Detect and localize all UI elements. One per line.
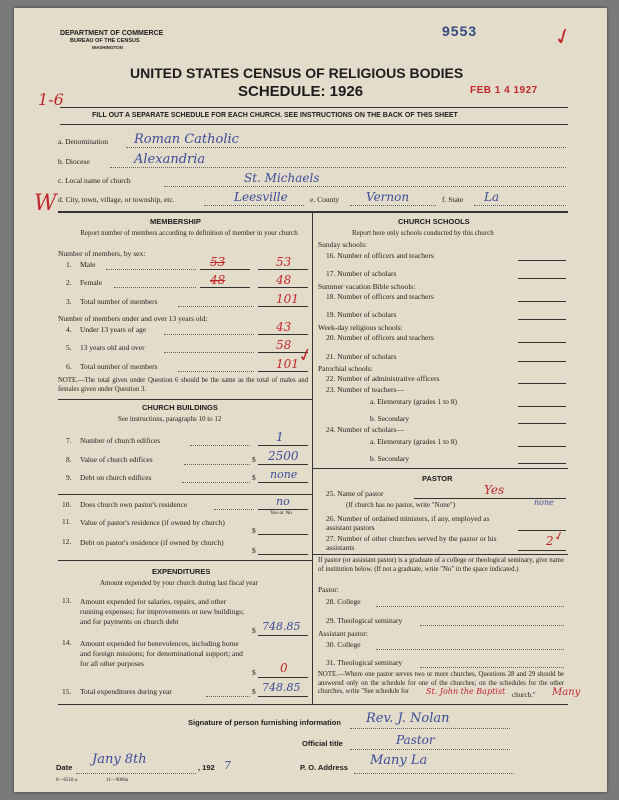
rule xyxy=(312,554,568,555)
blank-line xyxy=(420,625,564,626)
blank-line xyxy=(178,306,254,307)
form-code: 6—6518 a xyxy=(56,778,77,783)
instruction-line: FILL OUT A SEPARATE SCHEDULE FOR EACH CHURCH. SEE INSTRUCTIONS ON THE BACK OF THIS SHEET xyxy=(92,112,458,119)
answer-line xyxy=(518,550,566,551)
rule xyxy=(312,468,568,469)
q9-number: 9. xyxy=(66,473,72,482)
q29-label: 29. Theological seminary xyxy=(326,616,403,625)
expenditures-heading: EXPENDITURES xyxy=(152,567,211,576)
q9-label: Debt on church edifices xyxy=(80,473,152,482)
answer-line xyxy=(518,278,566,279)
q7-value[interactable]: 1 xyxy=(276,430,284,444)
blank-line xyxy=(76,773,196,774)
answer-line xyxy=(258,534,308,535)
blank-line xyxy=(350,749,510,750)
local-church-value[interactable]: St. Michaels xyxy=(244,171,320,185)
q15-value[interactable]: 748.85 xyxy=(262,681,301,694)
q1-label: Male xyxy=(80,260,96,269)
q25-value[interactable]: Yes xyxy=(484,483,505,497)
answer-line xyxy=(518,423,566,424)
city-value[interactable]: Leesville xyxy=(234,190,288,204)
rule xyxy=(60,107,568,108)
q16-label: 16. Number of officers and teachers xyxy=(326,251,434,260)
answer-line xyxy=(518,301,566,302)
graduate-note: If pastor (or assistant pastor) is a graduate of a college or theological seminary, give name of institution below. (If not a graduate, write "No" in the space indicated.) xyxy=(318,557,564,573)
q7-number: 7. xyxy=(66,436,72,445)
side-mark: W xyxy=(34,191,57,216)
q27-label: 27. Number of other churches served by the pastor or his assistants xyxy=(326,534,497,552)
q8-number: 8. xyxy=(66,455,72,464)
q13-dollar: $ xyxy=(252,626,256,635)
blank-line xyxy=(164,352,254,353)
column-divider xyxy=(312,211,313,704)
answer-line xyxy=(258,334,308,335)
q6-value[interactable]: 101 xyxy=(276,357,299,371)
blank-line xyxy=(106,269,196,270)
q1-number: 1. xyxy=(66,260,72,269)
note-end: church." xyxy=(512,691,536,699)
received-date-stamp: FEB 1 4 1927 xyxy=(470,85,538,96)
q21-label: 21. Number of scholars xyxy=(326,352,397,361)
answer-line xyxy=(200,287,250,288)
q13-number: 13. xyxy=(62,596,72,605)
answer-line xyxy=(258,635,308,636)
q14-number: 14. xyxy=(62,638,72,647)
signature-label: Signature of person furnishing information xyxy=(188,718,341,727)
denomination-label: a. Denomination xyxy=(58,137,108,146)
q19-label: 19. Number of scholars xyxy=(326,310,397,319)
blank-line xyxy=(114,287,196,288)
by-sex-label: Number of members, by sex: xyxy=(58,249,146,258)
q8-dollar: $ xyxy=(252,455,256,464)
q12-number: 12. xyxy=(62,537,72,546)
pastor-heading: PASTOR xyxy=(422,474,453,483)
q25-label: 25. Name of pastor xyxy=(326,489,384,498)
state-value[interactable]: La xyxy=(484,190,500,204)
q8-label: Value of church edifices xyxy=(80,455,153,464)
note-place[interactable]: Many xyxy=(552,687,581,698)
q3-label: Total number of members xyxy=(80,297,158,306)
membership-heading: MEMBERSHIP xyxy=(150,217,201,226)
city-label: WASHINGTON xyxy=(92,45,123,50)
q30-label: 30. College xyxy=(326,640,361,649)
weekday-label: Week-day religious schools: xyxy=(318,323,403,332)
census-schedule-sheet xyxy=(14,8,607,792)
answer-line xyxy=(258,696,308,697)
q25-scribble: none xyxy=(534,498,554,507)
answer-line xyxy=(258,269,308,270)
official-title-label: Official title xyxy=(302,739,343,748)
q4-label: Under 13 years of age xyxy=(80,325,147,334)
answer-line xyxy=(518,342,566,343)
answer-line xyxy=(518,319,566,320)
q8-value[interactable]: 2500 xyxy=(268,449,299,463)
q20-label: 20. Number of officers and teachers xyxy=(326,333,434,342)
answer-line xyxy=(258,464,308,465)
q23a-label: a. Elementary (grades 1 to 8) xyxy=(370,397,458,406)
answer-line xyxy=(518,383,566,384)
answer-line xyxy=(258,287,308,288)
schools-intro: Report here only schools conducted by this church xyxy=(352,229,494,237)
year-prefix: , 192 xyxy=(198,763,215,772)
q5-label: 13 years old and over xyxy=(80,343,145,352)
assistant-sub-label: Assistant pastor: xyxy=(318,629,368,638)
q6-label: Total number of members xyxy=(80,362,158,371)
q26-label: 26. Number of ordained ministers, if any, employed as assistant pastors xyxy=(326,514,490,532)
denomination-value[interactable]: Roman Catholic xyxy=(134,132,239,147)
q13-value[interactable]: 748.85 xyxy=(262,620,301,633)
blank-line xyxy=(190,445,250,446)
q24b-label: b. Secondary xyxy=(370,454,410,463)
q22-label: 22. Number of administrative officers xyxy=(326,374,440,383)
rule xyxy=(58,494,312,495)
local-church-label: c. Local name of church xyxy=(58,176,131,185)
answer-line xyxy=(518,406,566,407)
blank-line xyxy=(164,334,254,335)
yes-no-hint: Yes or No xyxy=(270,510,293,516)
department-label: DEPARTMENT OF COMMERCE xyxy=(60,30,164,37)
q2-number: 2. xyxy=(66,278,72,287)
q23b-label: b. Secondary xyxy=(370,414,410,423)
form-title: UNITED STATES CENSUS OF RELIGIOUS BODIES xyxy=(130,65,464,81)
signature-value[interactable]: Rev. J. Nolan xyxy=(366,711,450,726)
membership-intro: Report number of members according to definition of member in your church xyxy=(80,229,298,237)
blank-line xyxy=(420,667,564,668)
q23-label: 23. Number of teachers— xyxy=(326,385,404,394)
blank-line xyxy=(214,509,254,510)
q7-label: Number of church edifices xyxy=(80,436,161,445)
blank-line xyxy=(184,464,250,465)
po-address-value[interactable]: Many La xyxy=(370,753,428,768)
q9-value[interactable]: none xyxy=(270,468,298,481)
answer-line xyxy=(258,445,308,446)
official-title-value[interactable]: Pastor xyxy=(396,733,435,747)
blank-line xyxy=(350,728,510,729)
q14-dollar: $ xyxy=(252,668,256,677)
q2-corrected[interactable]: 48 xyxy=(276,273,292,287)
city-label: d. City, town, village, or township, etc. xyxy=(58,195,175,204)
q15-number: 15. xyxy=(62,687,72,696)
blank-line xyxy=(126,147,566,148)
q14-value[interactable]: 0 xyxy=(280,661,288,675)
blank-line xyxy=(182,482,250,483)
q5-number: 5. xyxy=(66,343,72,352)
rule xyxy=(58,399,312,400)
q5-value[interactable]: 58 xyxy=(276,338,292,352)
blank-line xyxy=(350,205,436,206)
print-code: 11—9066a xyxy=(106,778,129,783)
blank-line xyxy=(206,696,250,697)
q1-value[interactable]: 53 xyxy=(210,255,226,269)
q4-value[interactable]: 43 xyxy=(276,320,292,334)
answer-line xyxy=(258,554,308,555)
q15-dollar: $ xyxy=(252,687,256,696)
blank-line xyxy=(474,205,566,206)
form-serial-number: 9553 xyxy=(442,23,478,39)
q18-label: 18. Number of officers and teachers xyxy=(326,292,434,301)
q31-label: 31. Theological seminary xyxy=(326,658,403,667)
parochial-label: Parochial schools: xyxy=(318,364,373,373)
diocese-label: b. Diocese xyxy=(58,157,90,166)
membership-note: NOTE.—The total given under Question 6 should be the same as the total of males and females given under Question 3. xyxy=(58,377,308,393)
q10-value[interactable]: no xyxy=(276,495,290,508)
blank-line xyxy=(376,606,564,607)
q13-label: Amount expended for salaries, repairs, and other running expenses; for improvements or new buildings; and for payments on church debt xyxy=(80,597,245,626)
pastor-sub-label: Pastor: xyxy=(318,585,339,594)
answer-line xyxy=(518,446,566,447)
summer-label: Summer vacation Bible schools: xyxy=(318,282,416,291)
buildings-heading: CHURCH BUILDINGS xyxy=(142,403,218,412)
answer-line xyxy=(258,371,308,372)
rule xyxy=(60,124,568,125)
answer-line xyxy=(258,677,308,678)
date-value[interactable]: Jany 8th xyxy=(92,752,147,767)
q15-label: Total expenditures during year xyxy=(80,687,172,696)
q4-number: 4. xyxy=(66,325,72,334)
q12-dollar: $ xyxy=(252,546,256,555)
blank-line xyxy=(376,649,564,650)
check-mark-icon: ✓ xyxy=(295,343,316,367)
blank-line xyxy=(110,167,566,168)
q3-value[interactable]: 101 xyxy=(276,292,299,306)
q17-label: 17. Number of scholars xyxy=(326,269,397,278)
q25-note: (If church has no pastor, write "None") xyxy=(346,501,456,509)
answer-line xyxy=(518,361,566,362)
q28-label: 28. College xyxy=(326,597,361,606)
under-over-label: Number of members under and over 13 years old: xyxy=(58,314,208,323)
schedule-title: SCHEDULE: 1926 xyxy=(238,83,364,100)
q27-value[interactable]: 2 xyxy=(546,534,554,548)
answer-line xyxy=(258,482,308,483)
q14-label: Amount expended for benevolences, including home and foreign missions; for denominational support; and for all other purposes xyxy=(80,639,243,668)
q2-value[interactable]: 48 xyxy=(210,273,226,287)
po-address-label: P. O. Address xyxy=(300,763,348,772)
date-label: Date xyxy=(56,763,73,772)
q12-label: Debt on pastor's residence (if owned by church) xyxy=(80,538,224,547)
q10-number: 10. xyxy=(62,500,72,509)
bureau-label: BUREAU OF THE CENSUS xyxy=(70,38,140,44)
county-value[interactable]: Vernon xyxy=(366,190,410,204)
expenditures-sub: Amount expended by your church during last fiscal year xyxy=(100,579,258,587)
diocese-value[interactable]: Alexandria xyxy=(134,152,206,167)
rule xyxy=(58,560,312,561)
answer-line xyxy=(258,306,308,307)
q3-number: 3. xyxy=(66,297,72,306)
schools-heading: CHURCH SCHOOLS xyxy=(398,217,470,226)
answer-line xyxy=(200,269,250,270)
sunday-label: Sunday schools: xyxy=(318,240,367,249)
q1-corrected[interactable]: 53 xyxy=(276,255,292,269)
q9-dollar: $ xyxy=(252,473,256,482)
rule xyxy=(58,211,568,213)
blank-line xyxy=(164,186,566,187)
answer-line xyxy=(518,260,566,261)
rule xyxy=(58,704,568,705)
q24a-label: a. Elementary (grades 1 to 8) xyxy=(370,437,458,446)
q11-dollar: $ xyxy=(252,526,256,535)
blank-line xyxy=(178,371,254,372)
q2-label: Female xyxy=(80,278,103,287)
blank-line xyxy=(204,205,304,206)
q6-number: 6. xyxy=(66,362,72,371)
q11-label: Value of pastor's residence (if owned by church) xyxy=(80,518,225,527)
q10-label: Does church own pastor's residence xyxy=(80,500,188,509)
buildings-sub: See instructions, paragraphs 10 to 12 xyxy=(118,415,222,423)
answer-line xyxy=(518,463,566,464)
state-label: f. State xyxy=(442,195,464,204)
check-mark-icon: ✓ xyxy=(550,21,576,52)
margin-mark: 1-6 xyxy=(38,90,64,109)
q11-number: 11. xyxy=(62,517,72,526)
pastor-note: NOTE.—Where one pastor serves two or more churches, Questions 28 and 29 should be answered only on the schedule for one of the churches; on the schedules for the other churches, write "See schedule for xyxy=(318,671,564,695)
note-fill-church[interactable]: St. John the Baptist xyxy=(426,687,506,696)
year-digit[interactable]: 7 xyxy=(224,759,231,772)
county-label: e. County xyxy=(310,195,340,204)
blank-line xyxy=(354,773,514,774)
check-mark-icon: ✓ xyxy=(552,527,566,545)
q24-label: 24. Number of scholars— xyxy=(326,425,404,434)
